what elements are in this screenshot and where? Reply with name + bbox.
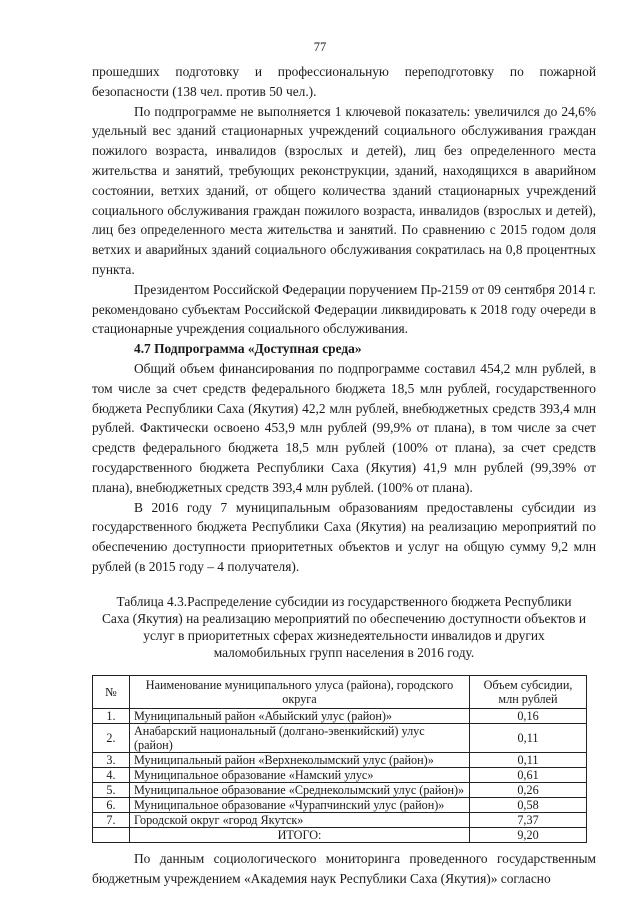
table-header-row (93, 675, 587, 708)
document-body (92, 62, 596, 888)
paragraph-presidential-order: Президентом Российской Федерации поручением Пр-2159 от 09 сентября 2014 г. рекомендовано субъектам Российской Федерации ликвидировать к 2018 году очереди в стационарные учреждения социального обслуживания. (92, 281, 596, 337)
header-amount: Объем субсидии, млн рублей (470, 675, 587, 708)
row-number: 6. (93, 797, 130, 812)
row-name: Муниципальное образование «Намский улус» (130, 767, 470, 782)
header-name: Наименование муниципального улуса (района), городского округа (130, 675, 470, 708)
row-amount: 0,58 (470, 797, 587, 812)
table-row (93, 767, 587, 782)
total-empty-cell (93, 827, 130, 842)
row-number: 2. (93, 723, 130, 752)
row-amount: 0,61 (470, 767, 587, 782)
section-heading: 4.7 Подпрограмма «Доступная среда» (134, 341, 362, 357)
table-row (93, 723, 587, 752)
row-amount: 0,11 (470, 752, 587, 767)
row-amount: 7,37 (470, 812, 587, 827)
row-name: Городской округ «город Якутск» (130, 812, 470, 827)
row-number: 5. (93, 782, 130, 797)
paragraph-financing: Общий объем финансирования по подпрограмме составил 454,2 млн рублей, в том числе за счет средств федерального бюджета 18,5 млн рублей, государственного бюджета Республики Саха (Якутия) 42,2 млн рублей, внебюджетных средств 393,4 млн рублей. Фактически освоено 453,9 млн рублей (99,9% от плана), в том числе за счет средств федерального бюджета 18,5 млн рублей (100% от плана), за счет средств государственного бюджета Республики Саха (Якутия) 41,9 млн рублей (99,39% от плана), внебюджетных средств 393,4 млн рублей. (100% от плана). (92, 360, 596, 495)
row-amount: 0,16 (470, 708, 587, 723)
row-name: Муниципальное образование «Среднеколымский улус (район)» (130, 782, 470, 797)
row-amount: 0,11 (470, 723, 587, 752)
row-amount: 0,26 (470, 782, 587, 797)
table-row (93, 797, 587, 812)
row-name: Муниципальный район «Верхнеколымский улус (район)» (130, 752, 470, 767)
paragraph-indicator: По подпрограмме не выполняется 1 ключевой показатель: увеличился до 24,6% удельный вес зданий стационарных учреждений социального обслуживания граждан пожилого возраста, инвалидов (взрослых и детей), лиц без определенного места жительства и занятий, требующих реконструкции, зданий, находящихся в аварийном состоянии, ветхих зданий, от общего количества зданий стационарных учреждений социального обслуживания граждан пожилого возраста, инвалидов (взрослых и детей), лиц без определенного места жительства и занятий. По сравнению с 2015 годом доля ветхих и аварийных зданий социального обслуживания сократилась на 0,8 процентных пункта. (92, 103, 596, 277)
total-amount: 9,20 (470, 827, 587, 842)
page-number: 77 (313, 40, 327, 54)
paragraph-subsidies: В 2016 году 7 муниципальным образованиям предоставлены субсидии из государственного бюджета Республики Саха (Якутия) на реализацию мероприятий по обеспечению доступности приоритетных объектов и услуг на общую сумму 9,2 млн рублей (в 2015 году – 4 получателя). (92, 499, 596, 574)
row-name: Анабарский национальный (долгано-эвенкийский) улус (район) (130, 723, 470, 752)
row-number: 1. (93, 708, 130, 723)
table-row (93, 708, 587, 723)
subsidy-table (92, 675, 587, 843)
table-total-row (93, 827, 587, 842)
row-number: 3. (93, 752, 130, 767)
row-name: Муниципальный район «Абыйский улус (район)» (130, 708, 470, 723)
row-number: 7. (93, 812, 130, 827)
table-caption: Таблица 4.3.Распределение субсидии из государственного бюджета Республики Саха (Якутия) на реализацию мероприятий по обеспечению доступности объектов и услуг в приоритетных сферах жизнедеятельности инвалидов и других маломобильных групп населения в 2016 году. (102, 593, 586, 660)
row-number: 4. (93, 767, 130, 782)
table-row (93, 812, 587, 827)
table-body (93, 708, 587, 827)
header-num: № (93, 675, 130, 708)
table-row (93, 752, 587, 767)
row-name: Муниципальное образование «Чурапчинский улус (район)» (130, 797, 470, 812)
paragraph-continuation: прошедших подготовку и профессиональную переподготовку по пожарной безопасности (138 чел. против 50 чел.). (92, 64, 596, 99)
table-row (93, 782, 587, 797)
paragraph-monitoring: По данным социологического мониторинга проведенного государственным бюджетным учреждением «Академия наук Республики Саха (Якутия)» согласно (92, 850, 596, 886)
total-label: ИТОГО: (130, 827, 470, 842)
